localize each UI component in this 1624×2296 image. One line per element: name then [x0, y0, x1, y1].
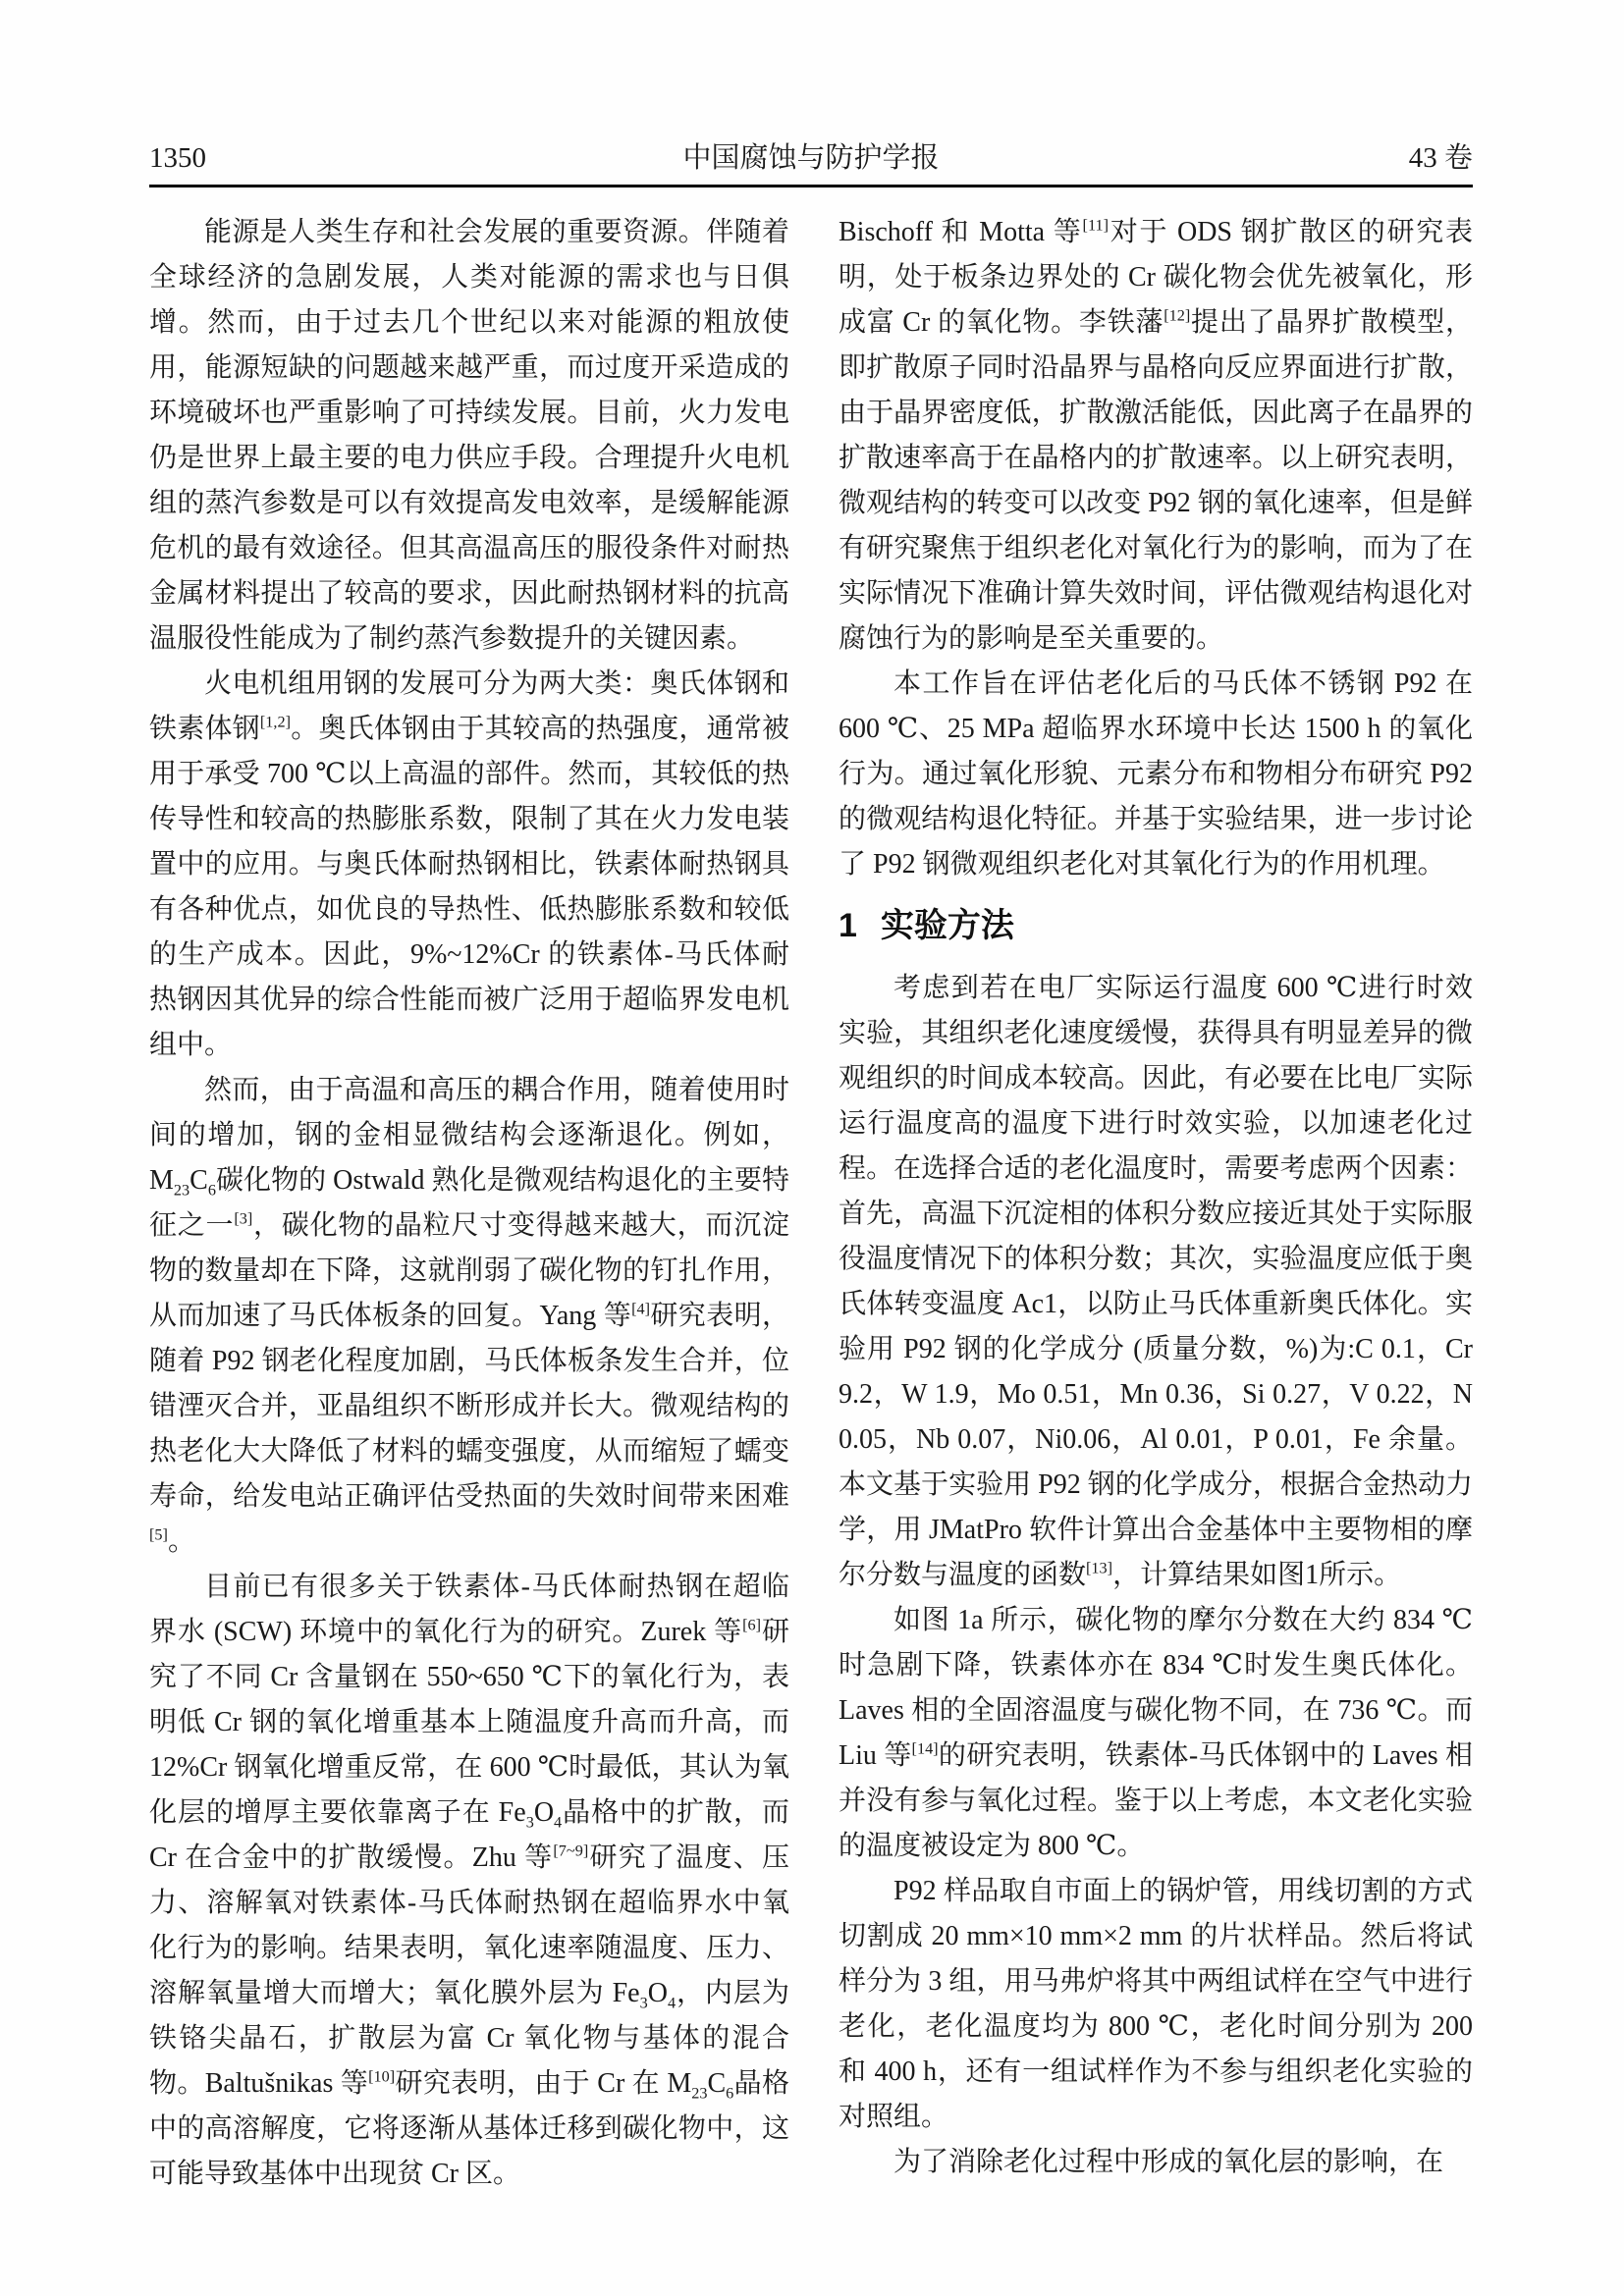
header-rule	[149, 185, 1473, 187]
paragraph-steel-types: 火电机组用钢的发展可分为两大类：奥氏体钢和铁素体钢[1,2]。奥氏体钢由于其较高的热强度，通常被用于承受 700 ℃以上高温的部件。然而，其较低的热传导性和较高的热膨胀系数，限制了其在火力发电装置中的应用。与奥氏体耐热钢相比，铁素体耐热钢具有各种优点，如优良的导热性、低热膨胀系数和较低的生产成本。因此，9%~12%Cr 的铁素体-马氏体耐热钢因其优异的综合性能而被广泛用于超临界发电机组中。	[149, 668, 789, 1060]
section-number: 1	[839, 907, 857, 944]
page-number: 1350	[149, 142, 206, 174]
paragraph-oxide-layer-removal: 为了消除老化过程中形成的氧化层的影响，在	[893, 2147, 1444, 2177]
volume-label: 43 卷	[1408, 142, 1473, 174]
right-column	[839, 210, 1473, 2185]
paragraph-aging-temperature-selection: 考虑到若在电厂实际运行温度 600 ℃进行时效实验，其组织老化速度缓慢，获得具有明显差异的微观组织的时间成本较高。因此，有必要在比电厂实际运行温度高的温度下进行时效实验，以加速老化过程。在选择合适的老化温度时，需要考虑两个因素：首先，高温下沉淀相的体积分数应接近其处于实际服役温度情况下的体积分数；其次，实验温度应低于奥氏体转变温度 Ac1，以防止马氏体重新奥氏体化。实验用 P92 钢的化学成分 (质量分数，%)为:C 0.1，Cr 9.2，W 1.9，Mo 0.51，Mn 0.36，Si 0.27，V 0.22，N 0.05，Nb 0.07，Ni0.06，Al 0.01，P 0.01，Fe 余量。本文基于实验用 P92 钢的化学成分，根据合金热动力学，用 JMatPro 软件计算出合金基体中主要物相的摩尔分数与温度的函数[13]，计算结果如图1所示。	[839, 973, 1473, 1590]
paragraph-scw-oxidation-research-continued: Bischoff 和 Motta 等[11]对于 ODS 钢扩散区的研究表明，处于板条边界处的 Cr 碳化物会优先被氧化，形成富 Cr 的氧化物。李铁藩[12]提出了晶界扩散模型，即扩散原子同时沿晶界与晶格向反应界面进行扩散，由于晶界密度低，扩散激活能低，因此离子在晶界的扩散速率高于在晶格内的扩散速率。以上研究表明，微观结构的转变可以改变 P92 钢的氧化速率，但是鲜有研究聚焦于组织老化对氧化行为的影响，而为了在实际情况下准确计算失效时间，评估微观结构退化对腐蚀行为的影响是至关重要的。	[839, 216, 1473, 654]
paragraph-intro-energy: 能源是人类生存和社会发展的重要资源。伴随着全球经济的急剧发展，人类对能源的需求也与日俱增。然而，由于过去几个世纪以来对能源的粗放使用，能源短缺的问题越来越严重，而过度开采造成的环境破坏也严重影响了可持续发展。目前，火力发电仍是世界上最主要的电力供应手段。合理提升火电机组的蒸汽参数是可以有效提高发电效率，是缓解能源危机的最有效途径。但其高温高压的服役条件对耐热金属材料提出了较高的要求，因此耐热钢材料的抗高温服役性能成为了制约蒸汽参数提升的关键因素。	[149, 217, 789, 654]
left-column	[149, 210, 789, 2197]
paragraph-microstructure-degradation: 然而，由于高温和高压的耦合作用，随着使用时间的增加，钢的金相显微结构会逐渐退化。例如，$M_{23}C_6$碳化物的 Ostwald 熟化是微观结构退化的主要特征之一[3]，碳化物的晶粒尺寸变得越来越大，而沉淀物的数量却在下降，这就削弱了碳化物的钉扎作用，从而加速了马氏体板条的回复。Yang 等[4]研究表明，随着 P92 钢老化程度加剧，马氏体板条发生合并，位错湮灭合并，亚晶组织不断形成并长大。微观结构的热老化大大降低了材料的蠕变强度，从而缩短了蠕变寿命，给发电站正确评估受热面的失效时间带来困难[5]。	[149, 1075, 789, 1557]
paragraph-work-objective: 本工作旨在评估老化后的马氏体不锈钢 P92 在 600 ℃、25 MPa 超临界水环境中长达 1500 h 的氧化行为。通过氧化形貌、元素分布和物相分布研究 P92 的微观结构退化特征。并基于实验结果，进一步讨论了 P92 钢微观组织老化对其氧化行为的作用机理。	[839, 668, 1473, 880]
section-heading-experimental-method	[839, 901, 1473, 950]
paragraph-sample-preparation: P92 样品取自市面上的锅炉管，用线切割的方式切割成 20 mm×10 mm×2 mm 的片状样品。然后将试样分为 3 组，用马弗炉将其中两组试样在空气中进行老化，老化温度均为 800 ℃，老化时间分别为 200 和 400 h，还有一组试样作为不参与组织老化实验的对照组。	[839, 1876, 1473, 2132]
page-header	[149, 135, 1473, 181]
paragraph-phase-calculation-results: 如图 1a 所示，碳化物的摩尔分数在大约 834 ℃时急剧下降，铁素体亦在 834 ℃时发生奥氏体化。Laves 相的全固溶温度与碳化物不同，在 736 ℃。而 Liu 等[14]的研究表明，铁素体-马氏体钢中的 Laves 相并没有参与氧化过程。鉴于以上考虑，本文老化实验的温度被设定为 800 ℃。	[839, 1605, 1473, 1861]
paragraph-scw-oxidation-research: 目前已有很多关于铁素体-马氏体耐热钢在超临界水 (SCW) 环境中的氧化行为的研究。Zurek 等[6]研究了不同 Cr 含量钢在 550~650 ℃下的氧化行为，表明低 Cr 钢的氧化增重基本上随温度升高而升高，而 12%Cr 钢氧化增重反常，在 600 ℃时最低，其认为氧化层的增厚主要依靠离子在 $Fe_3O_4$晶格中的扩散，而 Cr 在合金中的扩散缓慢。Zhu 等[7~9]研究了温度、压力、溶解氧对铁素体-马氏体耐热钢在超临界水中氧化行为的影响。结果表明，氧化速率随温度、压力、溶解氧量增大而增大；氧化膜外层为 $Fe_3O_4$，内层为铁铬尖晶石，扩散层为富 Cr 氧化物与基体的混合物。Baltušnikas 等[10]研究表明，由于 Cr 在 $M_{23}C_6$晶格中的高溶解度，它将逐渐从基体迁移到碳化物中，这可能导致基体中出现贫 Cr 区。	[149, 1572, 789, 2189]
journal-title: 中国腐蚀与防护学报	[682, 142, 940, 174]
section-title: 实验方法	[880, 907, 1014, 944]
